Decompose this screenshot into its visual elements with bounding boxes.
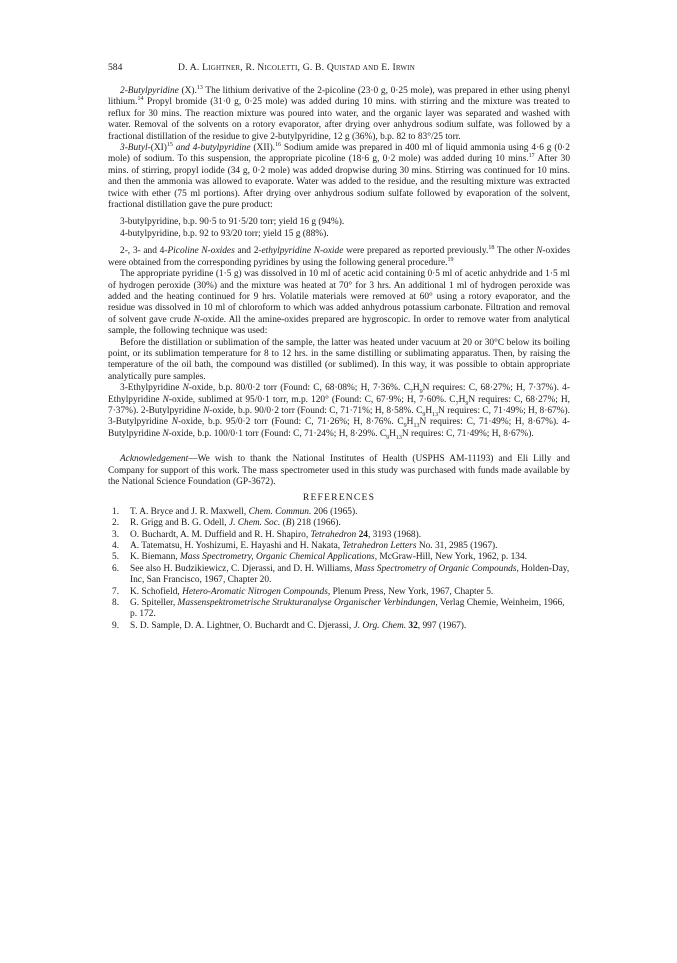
page-header bbox=[108, 62, 569, 76]
reference-item: 2. R. Grigg and B. G. Odell, J. Chem. Soc. (B) 218 (1966). bbox=[112, 518, 341, 529]
reference-item: 8. G. Spiteller, Massenspektrometrische Strukturanalyse Organischer Verbindungen, Verlag Chemie, Weinheim, 1966, p. 172. bbox=[112, 598, 565, 620]
paragraph-n-oxides: 2-, 3- and 4-Picoline N-oxides and 2-ethylpyridine N-oxide were prepared as reported previously.$^{18}$ The other N-oxides were obtained from the corresponding pyridines by using the following general procedure.$^{19}$ bbox=[108, 245, 570, 268]
reference-number: 7. bbox=[112, 586, 120, 597]
reference-item: 1. T. A. Bryce and J. R. Maxwell, Chem. Commun. 206 (1965). bbox=[112, 506, 358, 517]
reference-item: 5. K. Biemann, Mass Spectrometry, Organic Chemical Applications, McGraw-Hill, New York, 1962, p. 134. bbox=[112, 552, 528, 563]
reference-number: 2. bbox=[112, 518, 120, 529]
reference-number: 5. bbox=[112, 552, 120, 563]
paragraph-3-and-4-butylpyridine: 3-Butyl-(XI)$^{15}$ and 4-butylpyridine (XII).$^{16}$ Sodium amide was prepared in 400 ml of liquid ammonia using 4·6 g (0·2 mole) of sodium. To this suspension, the appropriate picoline (18·6 g, 0·2 mole) was added during 10 mins.$^{17}$ After 30 mins. of stirring, propyl iodide (34 g, 0·2 mole) was added dropwise during 30 mins. Stirring was continued for 10 mins. and then the ammonia was allowed to evaporate. Water was added to the residue, and the resulting mixture was extracted twice with ether (75 ml portions). After drying over anhydrous sodium sulfate followed by evaporation of the solvent, fractional distillation gave the pure product: bbox=[108, 141, 571, 211]
page-number: 584 bbox=[108, 62, 123, 73]
references-list bbox=[108, 507, 570, 632]
reference-number: 8. bbox=[112, 598, 120, 609]
article-body bbox=[108, 86, 570, 632]
reference-number: 6. bbox=[112, 563, 120, 574]
reference-number: 1. bbox=[112, 506, 120, 517]
spacer bbox=[108, 440, 570, 454]
paragraph-2-butylpyridine: 2-Butylpyridine (X).$^{13}$ The lithium derivative of the 2-picoline (23·0 g, 0·25 mole), was prepared in ether using phenyl lithium.$^{14}$ Propyl bromide (31·0 g, 0·25 mole) was added during 10 mins. with stirring and the mixture was treated to reflux for 30 mins. The reaction mixture was poured into water, and the organic layer was separated and washed with water. Removal of the solvents on a rotory evaporator, after drying over anhydrous sodium sulfate, was followed by a fractional distillation of the residue to give 2-butylpyridine, 12 g (36%), b.p. 82 to 83°/25 torr. bbox=[108, 84, 570, 142]
reference-item: 6. See also H. Budzikiewicz, C. Djerassi, and D. H. Williams, Mass Spectrometry of Organic Compounds, Holden-Day, Inc, San Francisco, 1967, Chapter 20. bbox=[112, 563, 570, 586]
paragraph-distillation: Before the distillation or sublimation of the sample, the latter was heated under vacuum at 20 or 30°C below its boiling point, or its sublimation temperature for 8 to 12 hrs. in the same distilling or sublimating apparatus. Then, by raising the temperature of the oil bath, the compound was distilled (or sublimed). In this way, it was possible to obtain appropriate analytically pure samples. bbox=[108, 337, 570, 382]
references-heading: REFERENCES bbox=[302, 492, 376, 504]
reference-number: 3. bbox=[112, 529, 120, 540]
reference-item: 4. A. Tatematsu, H. Yoshizumi, E. Hayashi and H. Nakata, Tetrahedron Letters No. 31, 2985 (1967). bbox=[112, 541, 498, 552]
reference-number: 9. bbox=[112, 620, 120, 631]
paragraph-general-procedure: The appropriate pyridine (1·5 g) was dissolved in 10 ml of acetic acid containing 0·5 ml of acetic anhydride and 1·5 ml of hydrogen peroxide (30%) and the mixture was heated at 70° for 3 hrs. An additional 1 ml of hydrogen peroxide was added and the heating continued for 9 hrs. Volatile materials were removed at 60° using a rotory evaporator, and the residue was dissolved in 10 ml of chloroform to which was added anhydrous potassium carbonate. Filtration and removal of solvent gave crude N-oxide. All the amine-oxides prepared are hygroscopic. In order to remove water from analytical sample, the following technique was used: bbox=[108, 269, 570, 337]
reference-item: 3. O. Buchardt, A. M. Duffield and R. H. Shapiro, Tetrahedron 24, 3193 (1968). bbox=[112, 529, 422, 540]
reference-number: 4. bbox=[112, 541, 120, 552]
product-line-3-butylpyridine: 3-butylpyridine, b.p. 90·5 to 91·5/20 torr; yield 16 g (94%). bbox=[120, 217, 345, 228]
paragraph-analyses: 3-Ethylpyridine N-oxide, b.p. 80/0·2 torr (Found: C, 68·08%; H, 7·36%. $C_7H_9N$ requires: C, 68·27%; H, 7·37%). 4-Ethylpyridine N-oxide, sublimed at 95/0·1 torr, m.p. 120° (Found: C, 67·9%; H, 7·60%. $C_7H_9N$ requires: C, 68·27%; H, 7·37%). 2-Butylpyridine N-oxide, b.p. 90/0·2 torr (Found: C, 71·71%; H, 8·58%. $C_9H_{13}N$ requires: C, 71·49%; H, 8·67%). 3-Butylpyridine N-oxide, b.p. 95/0·2 torr (Found: C, 71·26%; H, 8·76%. $C_9H_{13}N$ requires: C, 71·49%; H, 8·67%). 4-Butylpyridine N-oxide, b.p. 100/0·1 torr (Found: C, 71·24%; H, 8·29%. $C_9H_{13}N$ requires: C, 71·49%; H, 8·67%). bbox=[108, 383, 570, 441]
reference-item: 7. K. Schofield, Hetero-Aromatic Nitrogen Compounds, Plenum Press, New York, 1967, Chapter 5. bbox=[112, 586, 494, 597]
paragraph-acknowledgement: Acknowledgement—We wish to thank the National Institutes of Health (USPHS AM-11193) and Eli Lilly and Company for support of this work. The mass spectrometer used in this study was purchased with funds made available by the National Science Foundation (GP-3672). bbox=[108, 454, 570, 487]
reference-item: 9. S. D. Sample, D. A. Lightner, O. Buchardt and C. Djerassi, J. Org. Chem. 32, 997 (1967). bbox=[112, 620, 467, 631]
product-line-4-butylpyridine: 4-butylpyridine, b.p. 92 to 93/20 torr; yield 15 g (88%). bbox=[120, 228, 329, 239]
running-head: D. A. Lightner, R. Nicoletti, G. B. Quistad and E. Irwin bbox=[178, 62, 415, 73]
